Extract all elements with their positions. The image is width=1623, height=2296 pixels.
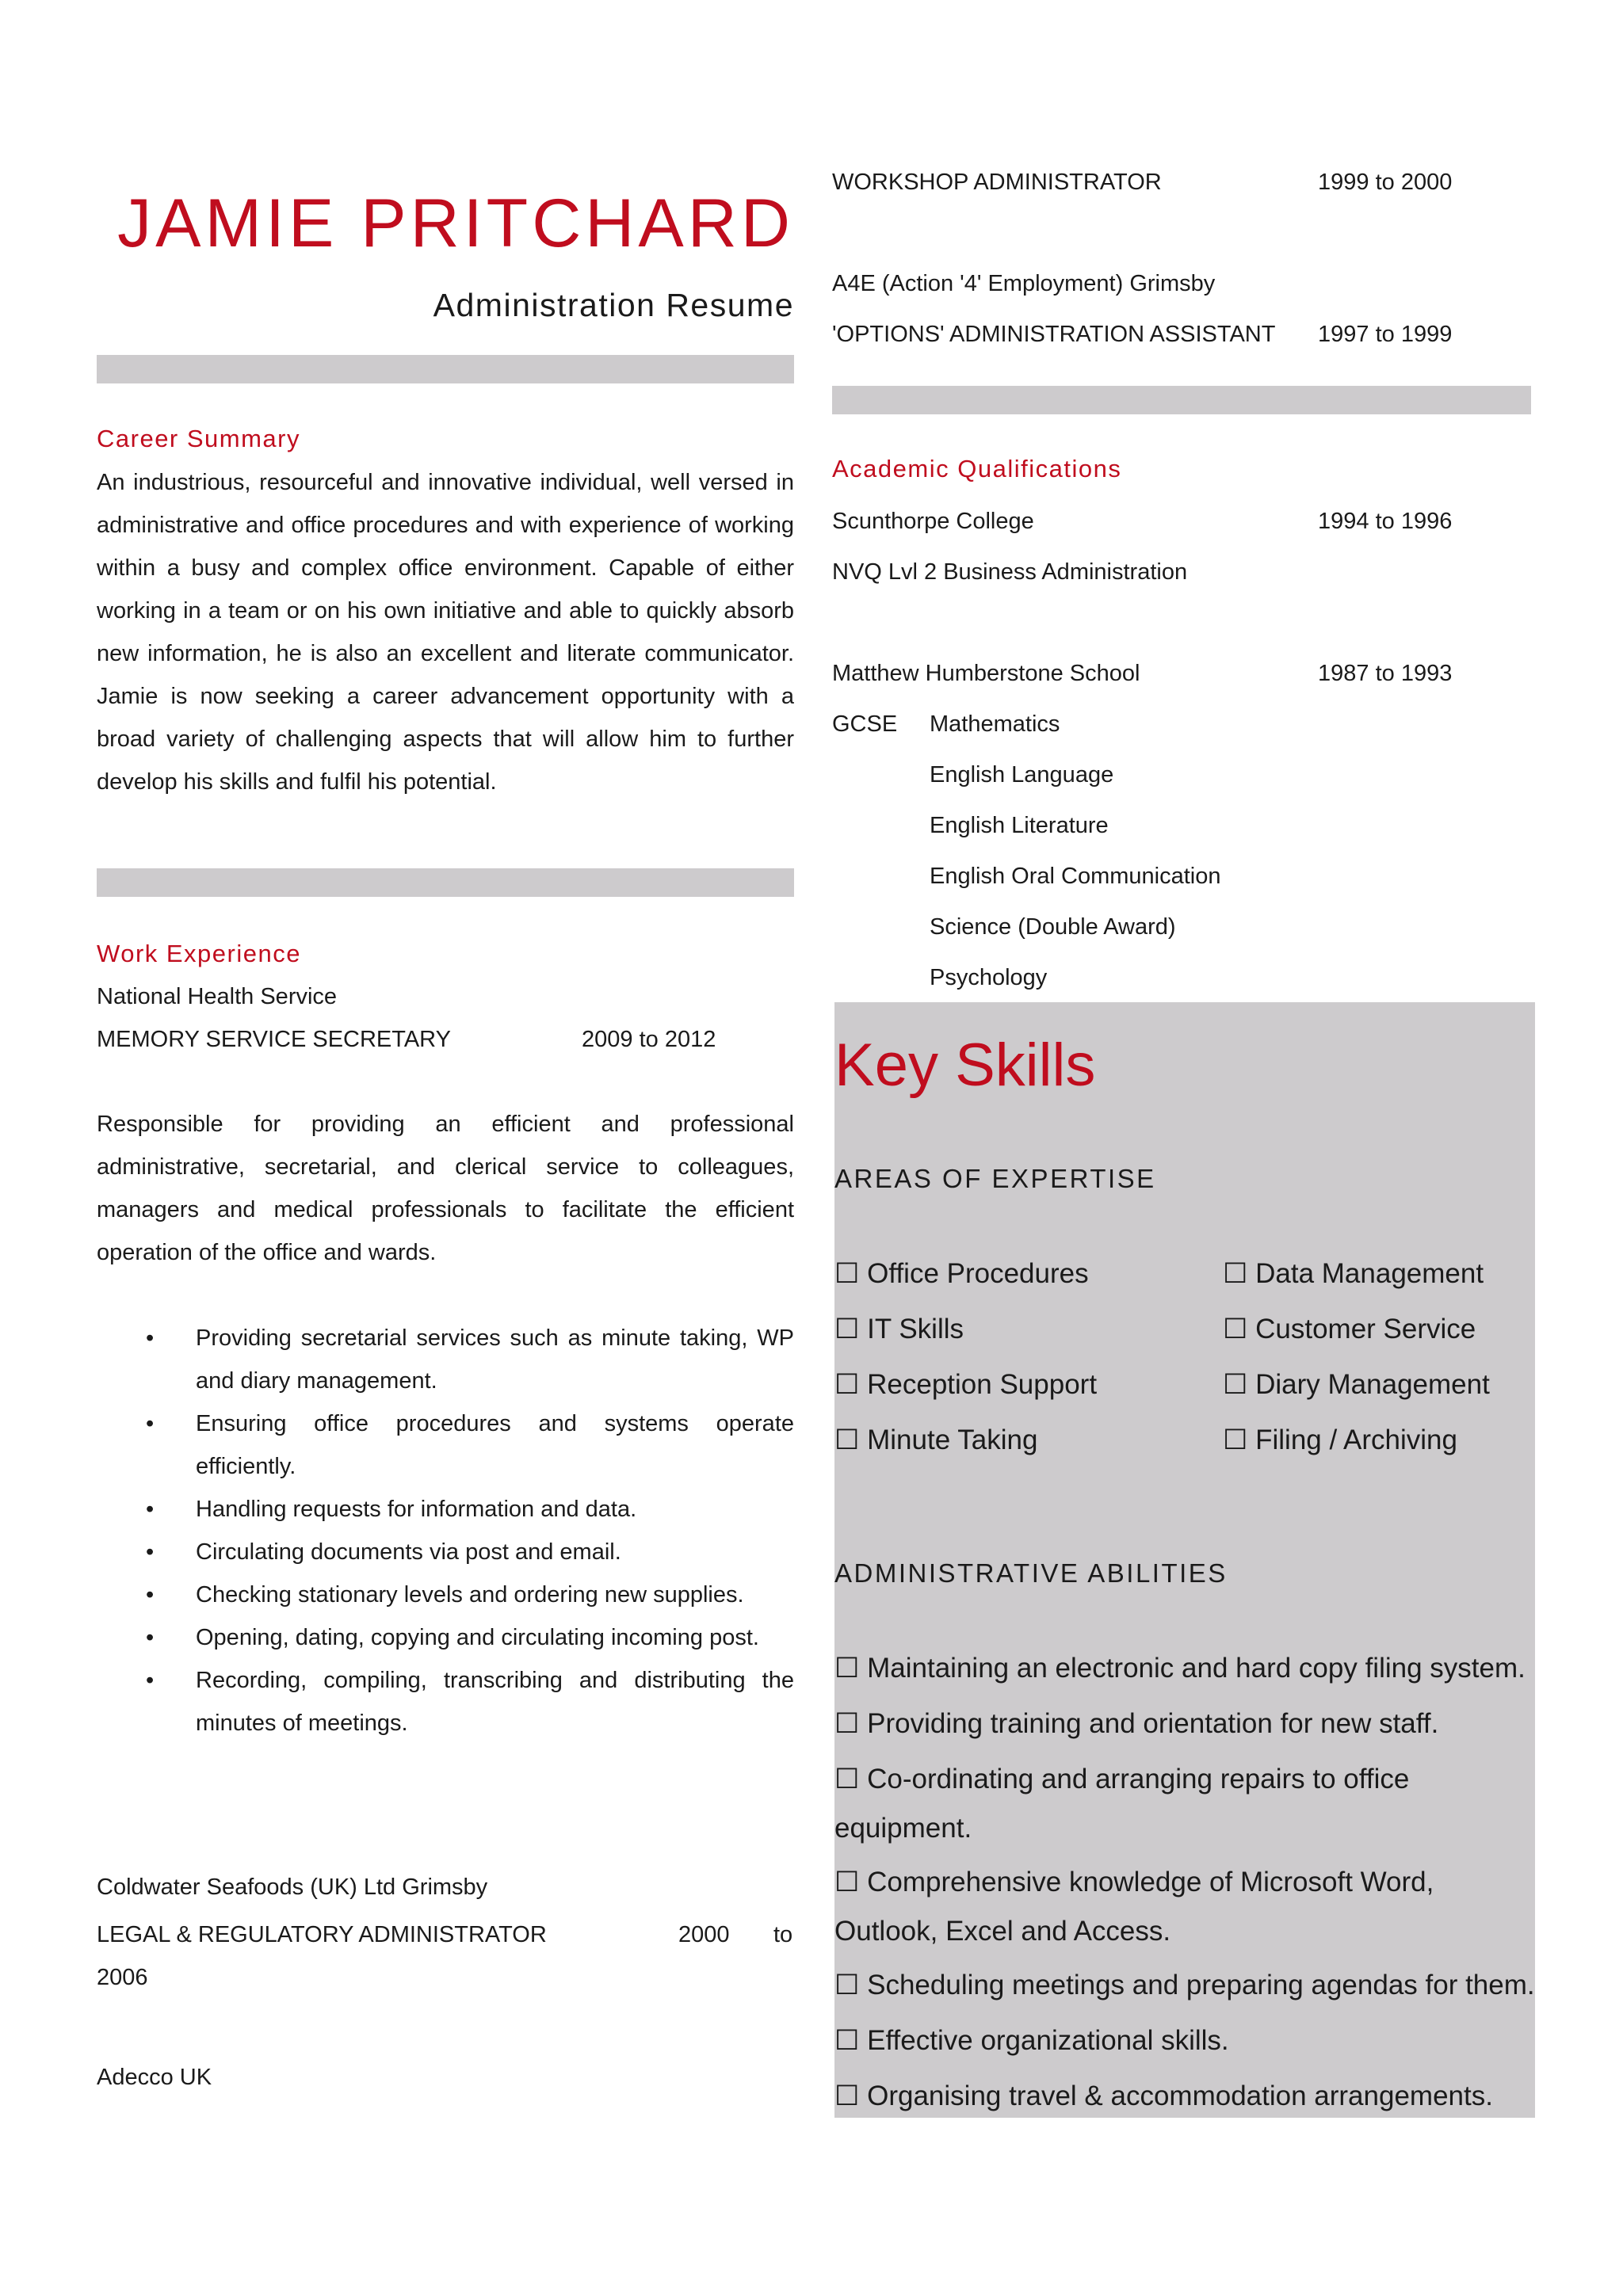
bullet-icon: • bbox=[146, 1411, 155, 1436]
checkbox-icon: ☐ bbox=[1223, 1314, 1248, 1344]
checkbox-icon: ☐ bbox=[1223, 1258, 1248, 1289]
bullet-icon: • bbox=[146, 1497, 155, 1522]
school-name: Scunthorpe College bbox=[832, 509, 1034, 534]
list-item bbox=[97, 1616, 794, 1659]
ability-item: ☐ Comprehensive knowledge of Microsoft Word, Outlook, Excel and Access. bbox=[834, 1867, 1434, 1947]
key-skills-title: Key Skills bbox=[834, 1032, 1096, 1099]
career-summary-text: An industrious, resourceful and innovative individual, well versed in administrative and office procedures and with experience of working within a busy and complex office environment. Capable of either working in a team or on his own initiative and able to quickly absorb new information, he is also an excellent and literate communicator. Jamie is now seeking a career advancement opportunity with a broad variety of challenging aspects that will allow him to further develop his skills and fulfil his potential. bbox=[97, 470, 794, 795]
checkbox-icon: ☐ bbox=[834, 2025, 860, 2056]
job-employer: Adecco UK bbox=[97, 2065, 212, 2090]
checkbox-icon: ☐ bbox=[834, 1867, 860, 1897]
expertise-item: ☐ Minute Taking bbox=[834, 1425, 1038, 1455]
qualification: NVQ Lvl 2 Business Administration bbox=[832, 559, 1188, 585]
ability-item: ☐ Effective organizational skills. bbox=[834, 2025, 1229, 2056]
duty-text: Checking stationary levels and ordering new supplies. bbox=[196, 1582, 744, 1608]
expertise-heading: AREAS OF EXPERTISE bbox=[834, 1164, 1156, 1193]
gcse-subject: Mathematics bbox=[930, 711, 1060, 737]
job-title: 'OPTIONS' ADMINISTRATION ASSISTANT bbox=[832, 322, 1276, 347]
ability-item: ☐ Organising travel & accommodation arrangements. bbox=[834, 2081, 1493, 2111]
job-employer: A4E (Action '4' Employment) Grimsby bbox=[832, 271, 1216, 296]
checkbox-icon: ☐ bbox=[834, 1970, 860, 2000]
gcse-subject: Science (Double Award) bbox=[930, 914, 1176, 940]
expertise-item: ☐ Data Management bbox=[1223, 1258, 1484, 1289]
checkbox-icon: ☐ bbox=[834, 1314, 860, 1344]
ability-item: ☐ Providing training and orientation for new staff. bbox=[834, 1708, 1439, 1739]
school-dates: 1994 to 1996 bbox=[1318, 509, 1453, 534]
checkbox-icon: ☐ bbox=[834, 1369, 860, 1400]
candidate-name: JAMIE PRITCHARD bbox=[117, 185, 794, 261]
list-item bbox=[97, 1531, 794, 1573]
list-item bbox=[97, 1402, 794, 1488]
checkbox-icon: ☐ bbox=[834, 1764, 860, 1794]
bullet-icon: • bbox=[146, 1325, 155, 1351]
expertise-item: ☐ Filing / Archiving bbox=[1223, 1425, 1457, 1455]
checkbox-icon: ☐ bbox=[834, 1653, 860, 1684]
job-dates-start: 2000 bbox=[678, 1922, 730, 1947]
job-dates: 1997 to 1999 bbox=[1318, 322, 1453, 347]
ability-item: ☐ Maintaining an electronic and hard copy filing system. bbox=[834, 1653, 1526, 1684]
bullet-icon: • bbox=[146, 1539, 155, 1565]
duty-text: Circulating documents via post and email. bbox=[196, 1539, 621, 1565]
job-duties-list bbox=[97, 1317, 794, 1745]
gcse-subject: English Language bbox=[930, 762, 1114, 788]
duty-text: Handling requests for information and data. bbox=[196, 1497, 637, 1522]
checkbox-icon: ☐ bbox=[1223, 1369, 1248, 1400]
bullet-icon: • bbox=[146, 1625, 155, 1650]
expertise-item: ☐ Office Procedures bbox=[834, 1258, 1089, 1289]
duty-text: Recording, compiling, transcribing and distributing the minutes of meetings. bbox=[196, 1668, 794, 1736]
expertise-item: ☐ Reception Support bbox=[834, 1369, 1098, 1400]
job-employer: Coldwater Seafoods (UK) Ltd Grimsby bbox=[97, 1875, 488, 1900]
duty-text: Providing secretarial services such as minute taking, WP and diary management. bbox=[196, 1325, 794, 1394]
gcse-subject: Psychology bbox=[930, 965, 1048, 990]
section-divider bbox=[832, 386, 1531, 414]
job-title: MEMORY SERVICE SECRETARY bbox=[97, 1027, 451, 1052]
expertise-item: ☐ Customer Service bbox=[1223, 1314, 1476, 1344]
job-dates-end: 2006 bbox=[97, 1965, 148, 1990]
checkbox-icon: ☐ bbox=[834, 1258, 860, 1289]
job-employer: National Health Service bbox=[97, 984, 338, 1009]
career-summary-heading: Career Summary bbox=[97, 425, 300, 452]
section-divider bbox=[97, 355, 794, 383]
duty-text: Opening, dating, copying and circulating incoming post. bbox=[196, 1625, 759, 1650]
school-name: Matthew Humberstone School bbox=[832, 661, 1140, 686]
bullet-icon: • bbox=[146, 1582, 155, 1608]
checkbox-icon: ☐ bbox=[834, 1425, 860, 1455]
expertise-item: ☐ Diary Management bbox=[1223, 1369, 1490, 1400]
list-item bbox=[97, 1573, 794, 1616]
qualification-type: GCSE bbox=[832, 711, 898, 737]
checkbox-icon: ☐ bbox=[834, 1708, 860, 1739]
job-dates: 1999 to 2000 bbox=[1318, 170, 1453, 195]
job-dates-to: to bbox=[773, 1922, 793, 1947]
gcse-subject: English Literature bbox=[930, 813, 1109, 838]
job-description: Responsible for providing an efficient and professional administrative, secretarial, and clerical service to colleagues, managers and medical professionals to facilitate the efficient operation of the office and wards. bbox=[97, 1112, 794, 1265]
abilities-heading: ADMINISTRATIVE ABILITIES bbox=[834, 1558, 1228, 1588]
list-item bbox=[97, 1488, 794, 1531]
academic-heading: Academic Qualifications bbox=[832, 455, 1122, 482]
job-dates: 2009 to 2012 bbox=[582, 1027, 716, 1052]
ability-item: ☐ Scheduling meetings and preparing agendas for them. bbox=[834, 1970, 1535, 2000]
checkbox-icon: ☐ bbox=[834, 2081, 860, 2111]
list-item bbox=[97, 1659, 794, 1745]
list-item bbox=[97, 1317, 794, 1402]
expertise-item: ☐ IT Skills bbox=[834, 1314, 964, 1344]
resume-subtitle: Administration Resume bbox=[433, 287, 794, 323]
job-title: LEGAL & REGULATORY ADMINISTRATOR bbox=[97, 1922, 547, 1947]
gcse-subject: English Oral Communication bbox=[930, 864, 1221, 889]
section-divider bbox=[97, 868, 794, 897]
checkbox-icon: ☐ bbox=[1223, 1425, 1248, 1455]
duty-text: Ensuring office procedures and systems operate efficiently. bbox=[196, 1411, 794, 1479]
job-title: WORKSHOP ADMINISTRATOR bbox=[832, 170, 1162, 195]
work-experience-heading: Work Experience bbox=[97, 940, 301, 967]
ability-item: ☐ Co-ordinating and arranging repairs to office equipment. bbox=[834, 1764, 1410, 1844]
bullet-icon: • bbox=[146, 1668, 155, 1693]
school-dates: 1987 to 1993 bbox=[1318, 661, 1453, 686]
